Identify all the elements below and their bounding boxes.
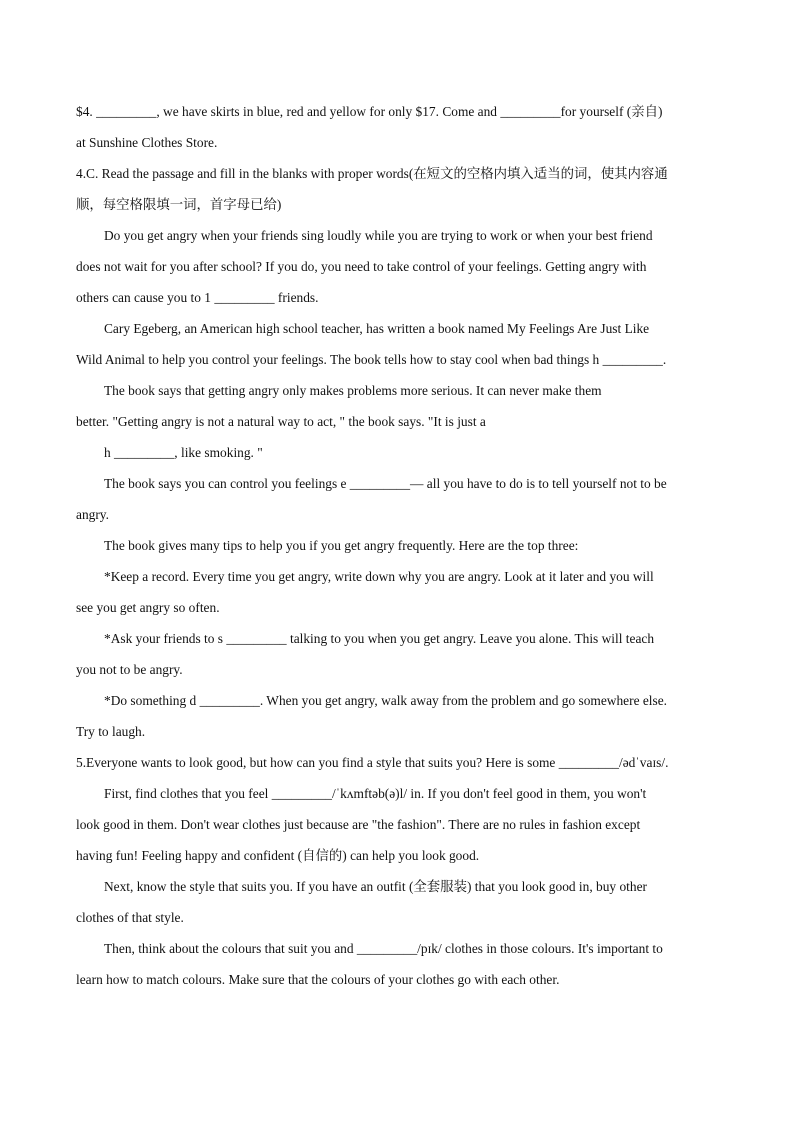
text-line: *Do something d _________. When you get angry, walk away from the problem and go somewhere else. <box>104 693 668 708</box>
text-line: look good in them. Don't wear clothes just because are "the fashion". There are no rules in fashion except <box>76 817 641 832</box>
text-line: h _________, like smoking. " <box>104 445 263 460</box>
text-line: does not wait for you after school? If you do, you need to take control of your feelings. Getting angry with <box>76 259 647 274</box>
section-heading: 5.Everyone wants to look good, but how can you find a style that suits you? Here is some _________/ədˈvaɪs/. <box>76 755 669 770</box>
text-line: The book says that getting angry only makes problems more serious. It can never make them <box>104 383 602 398</box>
text-line: learn how to match colours. Make sure that the colours of your clothes go with each other. <box>76 972 560 987</box>
text-line: *Keep a record. Every time you get angry, write down why you are angry. Look at it later and you will <box>104 569 654 584</box>
text-line: you not to be angry. <box>76 662 183 677</box>
text-line: Cary Egeberg, an American high school teacher, has written a book named My Feelings Are Just Like <box>104 321 650 336</box>
text-line: The book says you can control you feelings e _________— all you have to do is to tell yourself not to be <box>104 476 667 491</box>
text-line: clothes of that style. <box>76 910 184 925</box>
text-line: First, find clothes that you feel _________/ˈkʌmftəb(ə)l/ in. If you don't feel good in them, you won't <box>104 786 647 801</box>
text-line: angry. <box>76 507 109 522</box>
text-line: Then, think about the colours that suit you and _________/pɪk/ clothes in those colours. It's important to <box>104 941 663 956</box>
text-line: better. "Getting angry is not a natural way to act, " the book says. "It is just a <box>76 414 486 429</box>
text-line: $4. _________, we have skirts in blue, red and yellow for only $17. Come and _________for yourself (亲自) <box>76 104 663 119</box>
text-line: see you get angry so often. <box>76 600 220 615</box>
text-line: others can cause you to 1 _________ friends. <box>76 290 319 305</box>
text-line: The book gives many tips to help you if you get angry frequently. Here are the top three: <box>104 538 579 553</box>
text-line: *Ask your friends to s _________ talking to you when you get angry. Leave you alone. This will teach <box>104 631 655 646</box>
text-line: Try to laugh. <box>76 724 146 739</box>
document-page <box>76 96 721 995</box>
text-line: Wild Animal to help you control your feelings. The book tells how to stay cool when bad things h _________. <box>76 352 667 367</box>
text-line: Next, know the style that suits you. If you have an outfit (全套服装) that you look good in, buy other <box>104 879 647 894</box>
text-line: Do you get angry when your friends sing loudly while you are trying to work or when your best friend <box>104 228 653 243</box>
text-line: having fun! Feeling happy and confident (自信的) can help you look good. <box>76 848 480 863</box>
text-line: at Sunshine Clothes Store. <box>76 135 218 150</box>
section-heading: 4.C. Read the passage and fill in the blanks with proper words(在短文的空格内填入适当的词，使其内容通 <box>76 166 668 181</box>
text-line: 顺，每空格限填一词，首字母已给) <box>76 197 282 212</box>
